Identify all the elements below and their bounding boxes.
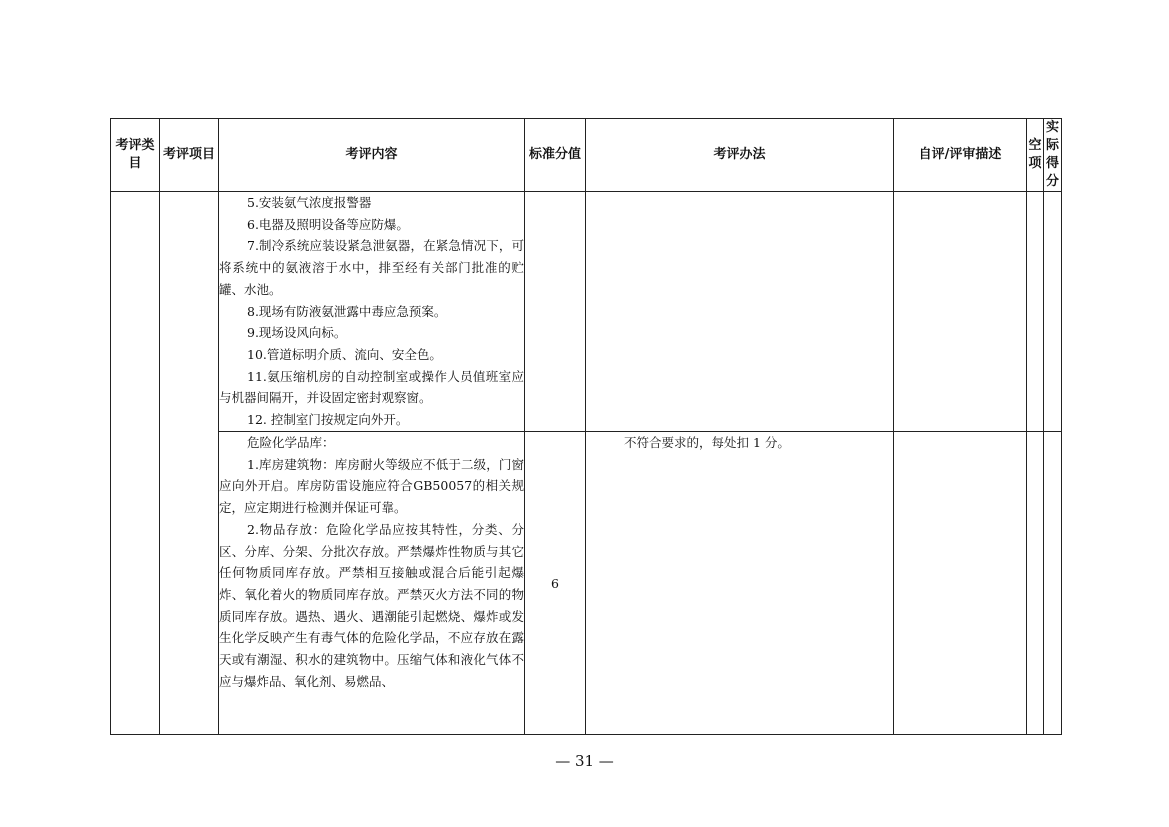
table-header-row [111, 119, 1062, 192]
header-self-review: 自评/评审描述 [894, 119, 1027, 192]
content-line: 6.电器及照明设备等应防爆。 [247, 216, 409, 232]
actual-score-cell [1044, 432, 1062, 735]
header-category: 考评类目 [111, 119, 160, 192]
score-cell [525, 192, 586, 432]
empty-item-cell [1027, 192, 1044, 432]
method-cell [586, 432, 894, 735]
header-method: 考评办法 [586, 119, 894, 192]
content-line: 9.现场设风向标。 [247, 325, 347, 341]
self-review-cell [894, 192, 1027, 432]
category-cell [111, 192, 160, 735]
evaluation-table [110, 118, 1062, 735]
method-text: 不符合要求的，每处扣 1 分。 [624, 435, 790, 450]
empty-item-cell [1027, 432, 1044, 735]
content-line: 11.氨压缩机房的自动控制室或操作人员值班室应与机器间隔开，并设固定密封观察窗。 [219, 368, 524, 406]
self-review-cell [894, 432, 1027, 735]
header-content: 考评内容 [219, 119, 525, 192]
method-cell [586, 192, 894, 432]
header-standard-score: 标准分值 [525, 119, 586, 192]
content-line: 7.制冷系统应装设紧急泄氨器，在紧急情况下，可将系统中的氨液溶于水中，排至经有关部门批准的贮罐、水池。 [219, 238, 524, 297]
actual-score-cell [1044, 192, 1062, 432]
content-line: 10.管道标明介质、流向、安全色。 [247, 346, 442, 362]
content-cell [219, 192, 525, 432]
item-cell [160, 192, 219, 735]
content-line: 危险化学品库： [247, 435, 335, 450]
score-cell: 6 [525, 432, 586, 735]
table-row [111, 432, 1062, 735]
header-actual-score: 实际得分 [1044, 119, 1062, 192]
table-row [111, 192, 1062, 432]
content-line: 5.安装氨气浓度报警器 [247, 195, 372, 210]
page-number: — 31 — [555, 752, 614, 770]
content-line: 1.库房建筑物：库房耐火等级应不低于二级，门窗应向外开启。库房防雷设施应符合GB50057的相关规定，应定期进行检测并保证可靠。 [219, 456, 524, 516]
header-empty-item: 空项 [1027, 119, 1044, 192]
content-line: 12. 控制室门按规定向外开。 [247, 412, 409, 428]
content-line: 8.现场有防液氨泄露中毒应急预案。 [247, 303, 447, 319]
content-line: 2.物品存放：危险化学品应按其特性，分类、分区、分库、分架、分批次存放。严禁爆炸性物质与其它任何物质同库存放。严禁相互接触或混合后能引起爆炸、氧化着火的物质同库存放。严禁灭火方法不同的物质同库存放。遇热、遇火、遇潮能引起燃烧、爆炸或发生化学反映产生有毒气体的危险化学品，不应存放在露天或有潮湿、积水的建筑物中。压缩气体和液化气体不应与爆炸品、氧化剂、易燃品、 [219, 521, 524, 689]
content-cell [219, 432, 525, 735]
header-item: 考评项目 [160, 119, 219, 192]
